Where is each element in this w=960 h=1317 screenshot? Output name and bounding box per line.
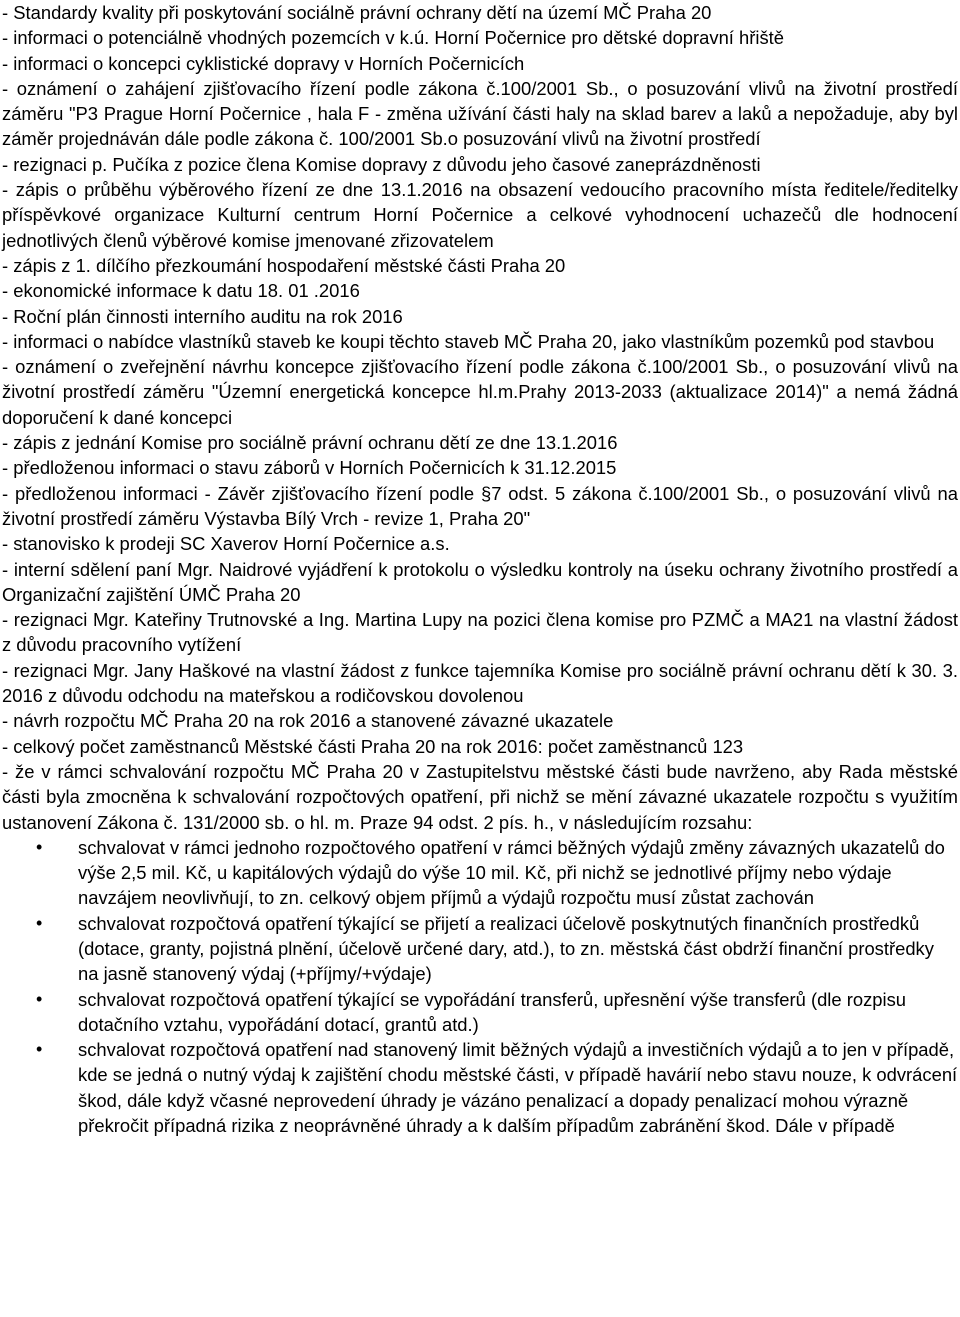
bullet-icon: • — [36, 1039, 43, 1060]
bullet-text: schvalovat rozpočtová opatření týkající se přijetí a realizaci účelově poskytnutých finančních prostředků (dotace, granty, pojistná plnění, účelově určené dary, atd.), to zn. městská část obdrží finanční prostředky na jasně stanovený výdaj (+příjmy/+výdaje) — [78, 912, 934, 985]
list-item: - oznámení o zveřejnění návrhu koncepce zjišťovacího řízení podle zákona č.100/2001 Sb., o posuzování vlivů na životní prostředí záměru "Územní energetická koncepce hl.m.Prahy 2013-2033 (aktualizace 2014)" a nemá žádná doporučení k dané koncepci — [2, 356, 958, 428]
list-item: - celkový počet zaměstnanců Městské části Praha 20 na rok 2016: počet zaměstnanců 123 — [2, 735, 744, 757]
list-item: - ekonomické informace k datu 18. 01 .2016 — [2, 280, 360, 302]
bullet-item — [2, 835, 958, 911]
bullet-list — [2, 835, 958, 1139]
list-item: - návrh rozpočtu MČ Praha 20 na rok 2016 a stanovené závazné ukazatele — [2, 710, 614, 732]
bullet-item — [2, 1037, 958, 1138]
bullet-icon: • — [36, 912, 43, 933]
list-item: - předloženou informaci - Závěr zjišťovacího řízení podle §7 odst. 5 zákona č.100/2001 Sb., o posuzování vlivů na životní prostředí záměru Výstavba Bílý Vrch - revize 1, Praha 20" — [2, 482, 958, 529]
list-item: - interní sdělení paní Mgr. Naidrové vyjádření k protokolu o výsledku kontroly na úseku ochrany životního prostředí a Organizační zajištění ÚMČ Praha 20 — [2, 558, 958, 605]
bullet-icon: • — [36, 836, 43, 857]
list-item: - informaci o potenciálně vhodných pozemcích v k.ú. Horní Počernice pro dětské dopravní hřiště — [2, 27, 784, 49]
bullet-text: schvalovat v rámci jednoho rozpočtového opatření v rámci běžných výdajů změny závazných ukazatelů do výše 2,5 mil. Kč, u kapitálových výdajů do výše 10 mil. Kč, při nichž se jednotlivé příjmy nebo výdaje navzájem neovlivňují, to zn. celkový objem příjmů a výdajů rozpočtu musí zůstat zachován — [78, 836, 945, 909]
item-list — [2, 0, 958, 835]
list-item: - rezignaci Mgr. Kateřiny Trutnovské a Ing. Martina Lupy na pozici člena komise pro PZMČ a MA21 na vlastní žádost z důvodu pracovního vytížení — [2, 609, 958, 656]
list-item: - rezignaci p. Pučíka z pozice člena Komise dopravy z důvodu jeho časové zaneprázdněnosti — [2, 153, 761, 175]
list-item: - zápis z 1. dílčího přezkoumání hospodaření městské části Praha 20 — [2, 254, 566, 276]
list-item: - Standardy kvality při poskytování sociálně právní ochrany dětí na území MČ Praha 20 — [2, 2, 712, 23]
list-item: - oznámení o zahájení zjišťovacího řízení podle zákona č.100/2001 Sb., o posuzování vlivů na životní prostředí záměru "P3 Prague Horní Počernice , hala F - změna užívání části haly na sklad barev a laků a nepožaduje, aby byl záměr projednáván dále podle zákona č. 100/2001 Sb.o posuzování vlivů na životní prostředí — [2, 77, 958, 150]
bullet-text: schvalovat rozpočtová opatření týkající se vypořádání transferů, upřesnění výše transferů (dle rozpisu dotačního vztahu, vypořádání dotací, grantů atd.) — [78, 988, 907, 1035]
bullet-icon: • — [36, 988, 43, 1009]
list-item: - předloženou informaci o stavu záborů v Horních Počernicích k 31.12.2015 — [2, 457, 617, 479]
list-item: - zápis o průběhu výběrového řízení ze dne 13.1.2016 na obsazení vedoucího pracovního místa ředitele/ředitelky příspěvkové organizace Kulturní centrum Horní Počernice a celkové vyhodnocení uchazečů dle hodnocení jednotlivých členů výběrové komise jmenované zřizovatelem — [2, 179, 958, 251]
list-item: - informaci o koncepci cyklistické dopravy v Horních Počernicích — [2, 52, 525, 74]
list-item: - Roční plán činnosti interního auditu na rok 2016 — [2, 305, 403, 327]
list-item: - že v rámci schvalování rozpočtu MČ Praha 20 v Zastupitelstvu městské části bude navrženo, aby Rada městské části byla zmocněna k schvalování rozpočtových opatření, při nichž se mění závazné ukazatele rozpočtu s využitím ustanovení Zákona č. 131/2000 sb. o hl. m. Praze 94 odst. 2 pís. h., v následujícím rozsahu: — [2, 760, 958, 833]
list-item: - zápis z jednání Komise pro sociálně právní ochranu dětí ze dne 13.1.2016 — [2, 432, 618, 454]
list-item: - informaci o nabídce vlastníků staveb ke koupi těchto staveb MČ Praha 20, jako vlastníkům pozemků pod stavbou — [2, 330, 935, 352]
list-item: - stanovisko k prodeji SC Xaverov Horní Počernice a.s. — [2, 533, 450, 555]
list-item: - rezignaci Mgr. Jany Haškové na vlastní žádost z funkce tajemníka Komise pro sociálně právní ochranu dětí k 30. 3. 2016 z důvodu odchodu na mateřskou a rodičovskou dovolenou — [2, 659, 958, 707]
bullet-item — [2, 987, 958, 1038]
bullet-text: schvalovat rozpočtová opatření nad stanovený limit běžných výdajů a investičních výdajů a to jen v případě, kde se jedná o nutný výdaj k zajištění chodu městské části, v případě havárií nebo stavu nouze, k odvrácení škod, dále když včasné neprovedení úhrady je vázáno penalizací a dopady penalizací mohou výrazně překročit případná rizika z neoprávněné úhrady a k dalším případům zabránění škod. Dále v případě — [78, 1039, 958, 1137]
bullet-item — [2, 911, 958, 987]
